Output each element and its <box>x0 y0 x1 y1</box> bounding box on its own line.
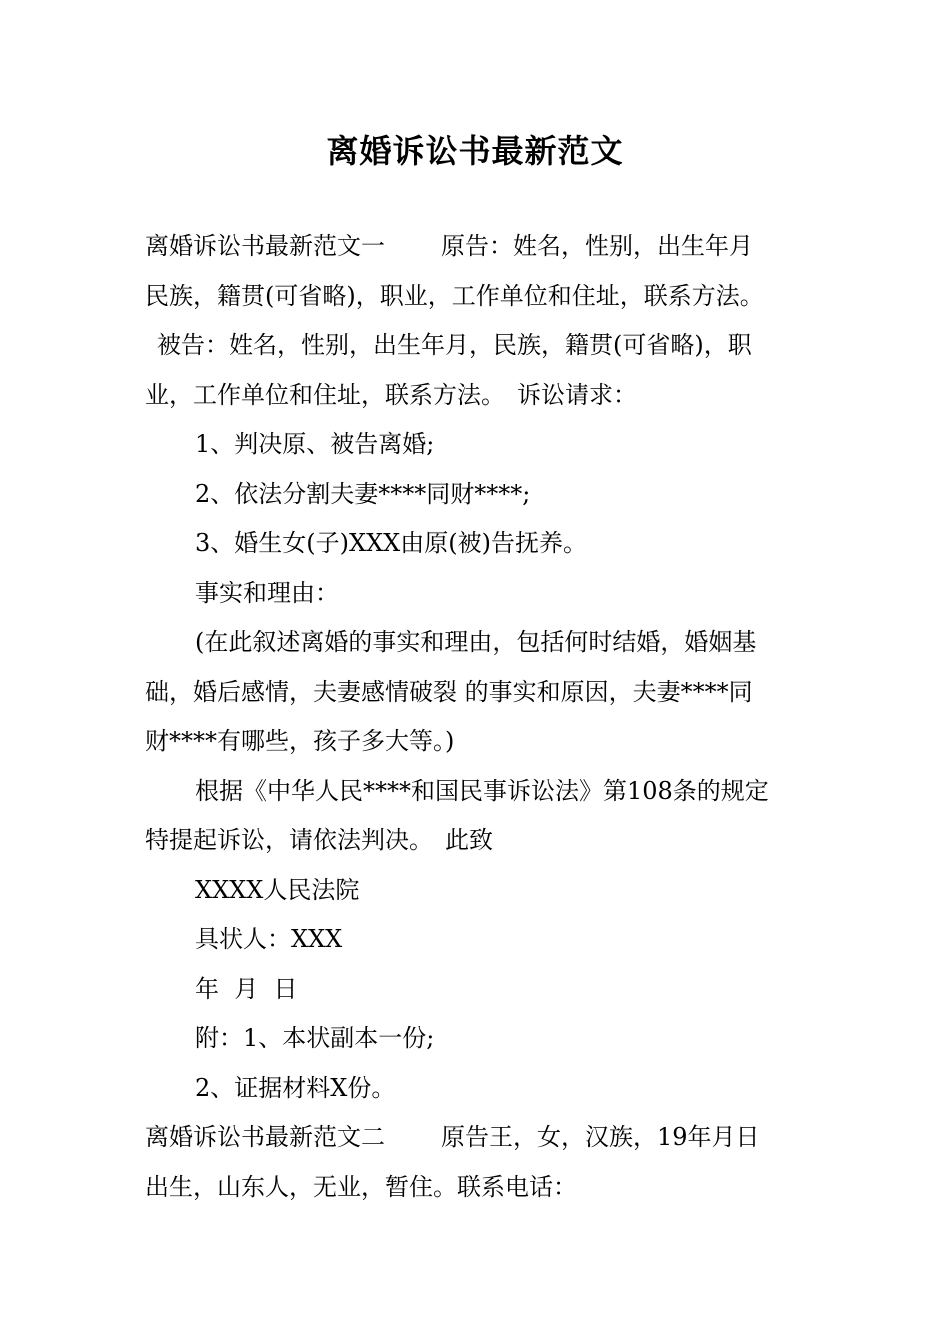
signer-line: 具状人：XXX <box>195 925 343 953</box>
defendant-continued: 业，工作单位和住址，联系方法。 <box>145 380 505 409</box>
facts-line-3: 财****有哪些，孩子多大等。) <box>145 727 455 755</box>
basis-continued: 特提起诉讼，请依法判决。 <box>145 826 433 854</box>
attachment-2: 2、证据材料X份。 <box>195 1073 396 1102</box>
claim-2: 2、依法分割夫妻****同财****; <box>195 479 531 508</box>
sample2-plaintiff-continued: 出生，山东人，无业，暂住。联系电话： <box>145 1172 577 1201</box>
defendant-line-2 <box>145 371 810 421</box>
plaintiff-intro: 原告：姓名，性别，出生年月 <box>441 232 753 260</box>
document-title: 离婚诉讼书最新范文 <box>326 132 624 170</box>
basis-line-1: 根据《中华人民****和国民事诉讼法》第108条的规定 <box>195 776 769 805</box>
salutation-to: 此致 <box>445 826 493 854</box>
plaintiff-continued: 民族，籍贯(可省略)，职业，工作单位和住址，联系方法。 <box>145 281 764 310</box>
claims-label: 诉讼请求： <box>517 380 637 409</box>
claim-3: 3、婚生女(子)XXX由原(被)告抚养。 <box>195 529 587 557</box>
facts-line-1: (在此叙述离婚的事实和理由，包括何时结婚，婚姻基 <box>195 628 757 656</box>
document-body <box>145 222 810 1212</box>
basis-line-2 <box>145 816 810 866</box>
defendant-line-1: 被告：姓名，性别，出生年月，民族，籍贯(可省略)，职 <box>157 331 752 359</box>
sample2-intro-line <box>145 1113 810 1163</box>
claim-1: 1、判决原、被告离婚; <box>195 430 435 458</box>
attachment-1: 附：1、本状副本一份; <box>195 1024 435 1052</box>
court-name: XXXX人民法院 <box>195 875 360 904</box>
facts-label: 事实和理由： <box>195 578 339 607</box>
facts-line-2: 础，婚后感情，夫妻感情破裂 的事实和原因，夫妻****同 <box>145 677 753 706</box>
sample1-intro-line <box>145 222 810 272</box>
sample2-heading: 离婚诉讼书最新范文二 <box>145 1123 385 1151</box>
date-line: 年 月 日 <box>195 974 298 1003</box>
sample2-plaintiff: 原告王，女，汉族，19年月日 <box>441 1123 760 1151</box>
sample1-heading: 离婚诉讼书最新范文一 <box>145 232 385 260</box>
